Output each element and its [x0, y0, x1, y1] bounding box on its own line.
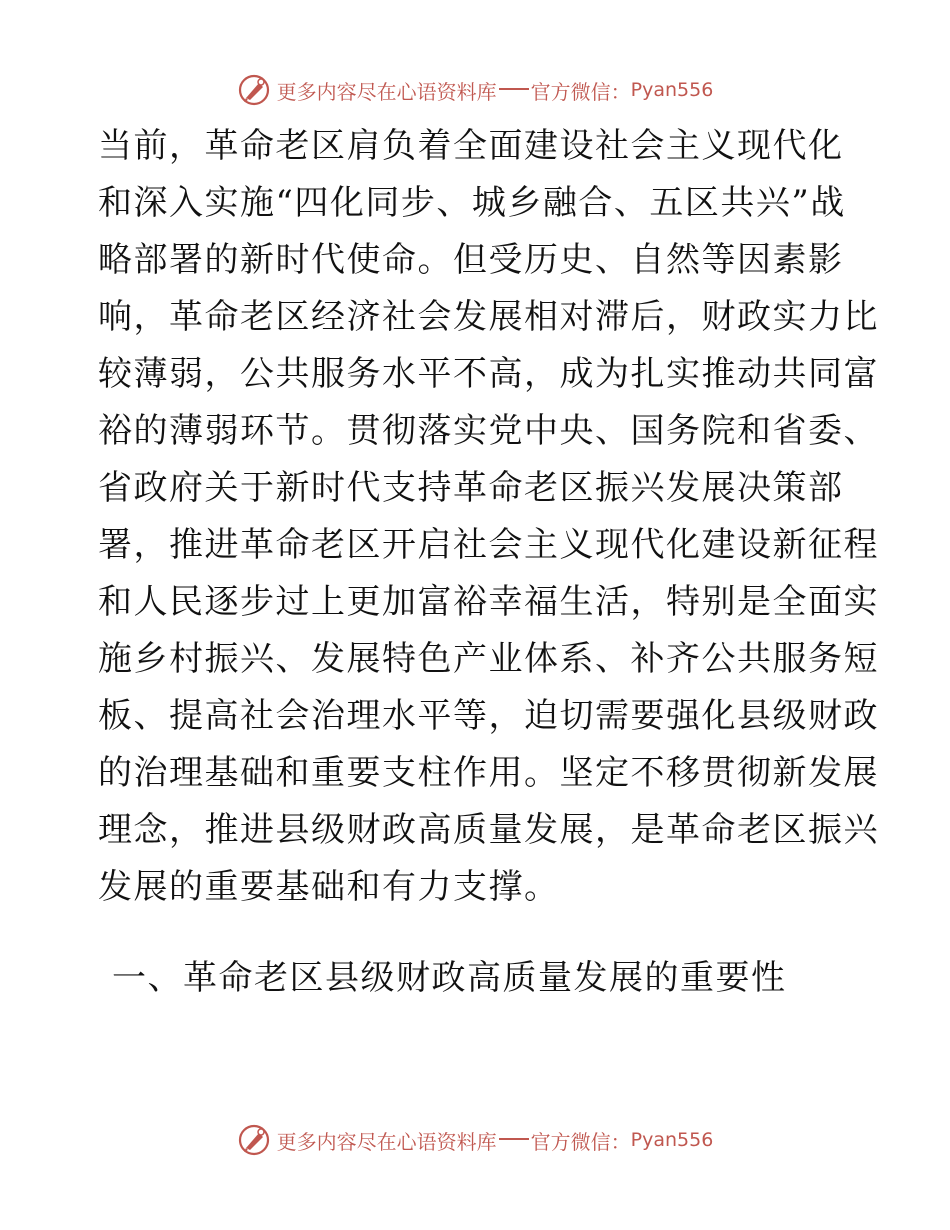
watermark-contact-label: 官方微信： [530, 79, 631, 104]
paragraph-line: 省政府关于新时代支持革命老区振兴发展决策部 [98, 468, 844, 508]
paragraph-line: 响，革命老区经济社会发展相对滞后，财政实力比 [98, 297, 879, 337]
pen-logo-icon [237, 73, 271, 107]
pen-logo-icon [237, 1123, 271, 1157]
watermark-title: 更多内容尽在心语资料库 [276, 79, 497, 104]
watermark-banner-top [0, 70, 950, 110]
watermark-divider [499, 88, 529, 90]
paragraph-line: 当前，革命老区肩负着全面建设社会主义现代化 [98, 126, 844, 166]
paragraph-line: 裕的薄弱环节。贯彻落实党中央、国务院和省委、 [98, 411, 879, 451]
paragraph-line: 略部署的新时代使命。但受历史、自然等因素影 [98, 240, 844, 280]
section-heading: 一、革命老区县级财政高质量发展的重要性 [112, 958, 787, 998]
paragraph-line: 理念，推进县级财政高质量发展，是革命老区振兴 [98, 810, 879, 850]
watermark-contact-label: 官方微信： [530, 1129, 631, 1154]
paragraph-line: 署，推进革命老区开启社会主义现代化建设新征程 [98, 525, 879, 565]
paragraph-line: 的治理基础和重要支柱作用。坚定不移贯彻新发展 [98, 753, 879, 793]
paragraph-line: 较薄弱，公共服务水平不高，成为扎实推动共同富 [98, 354, 879, 394]
paragraph-line: 和深入实施“四化同步、城乡融合、五区共兴”战 [98, 183, 846, 223]
document-paragraph [98, 118, 879, 916]
watermark-title: 更多内容尽在心语资料库 [276, 1129, 497, 1154]
watermark-wechat-id: Pyan556 [630, 1129, 714, 1151]
watermark-divider [499, 1138, 529, 1140]
paragraph-line: 发展的重要基础和有力支撑。 [98, 867, 560, 907]
paragraph-line: 施乡村振兴、发展特色产业体系、补齐公共服务短 [98, 639, 879, 679]
watermark-wechat-id: Pyan556 [630, 79, 714, 101]
watermark-banner-bottom [0, 1120, 950, 1160]
paragraph-line: 和人民逐步过上更加富裕幸福生活，特别是全面实 [98, 582, 879, 622]
paragraph-line: 板、提高社会治理水平等，迫切需要强化县级财政 [98, 696, 879, 736]
